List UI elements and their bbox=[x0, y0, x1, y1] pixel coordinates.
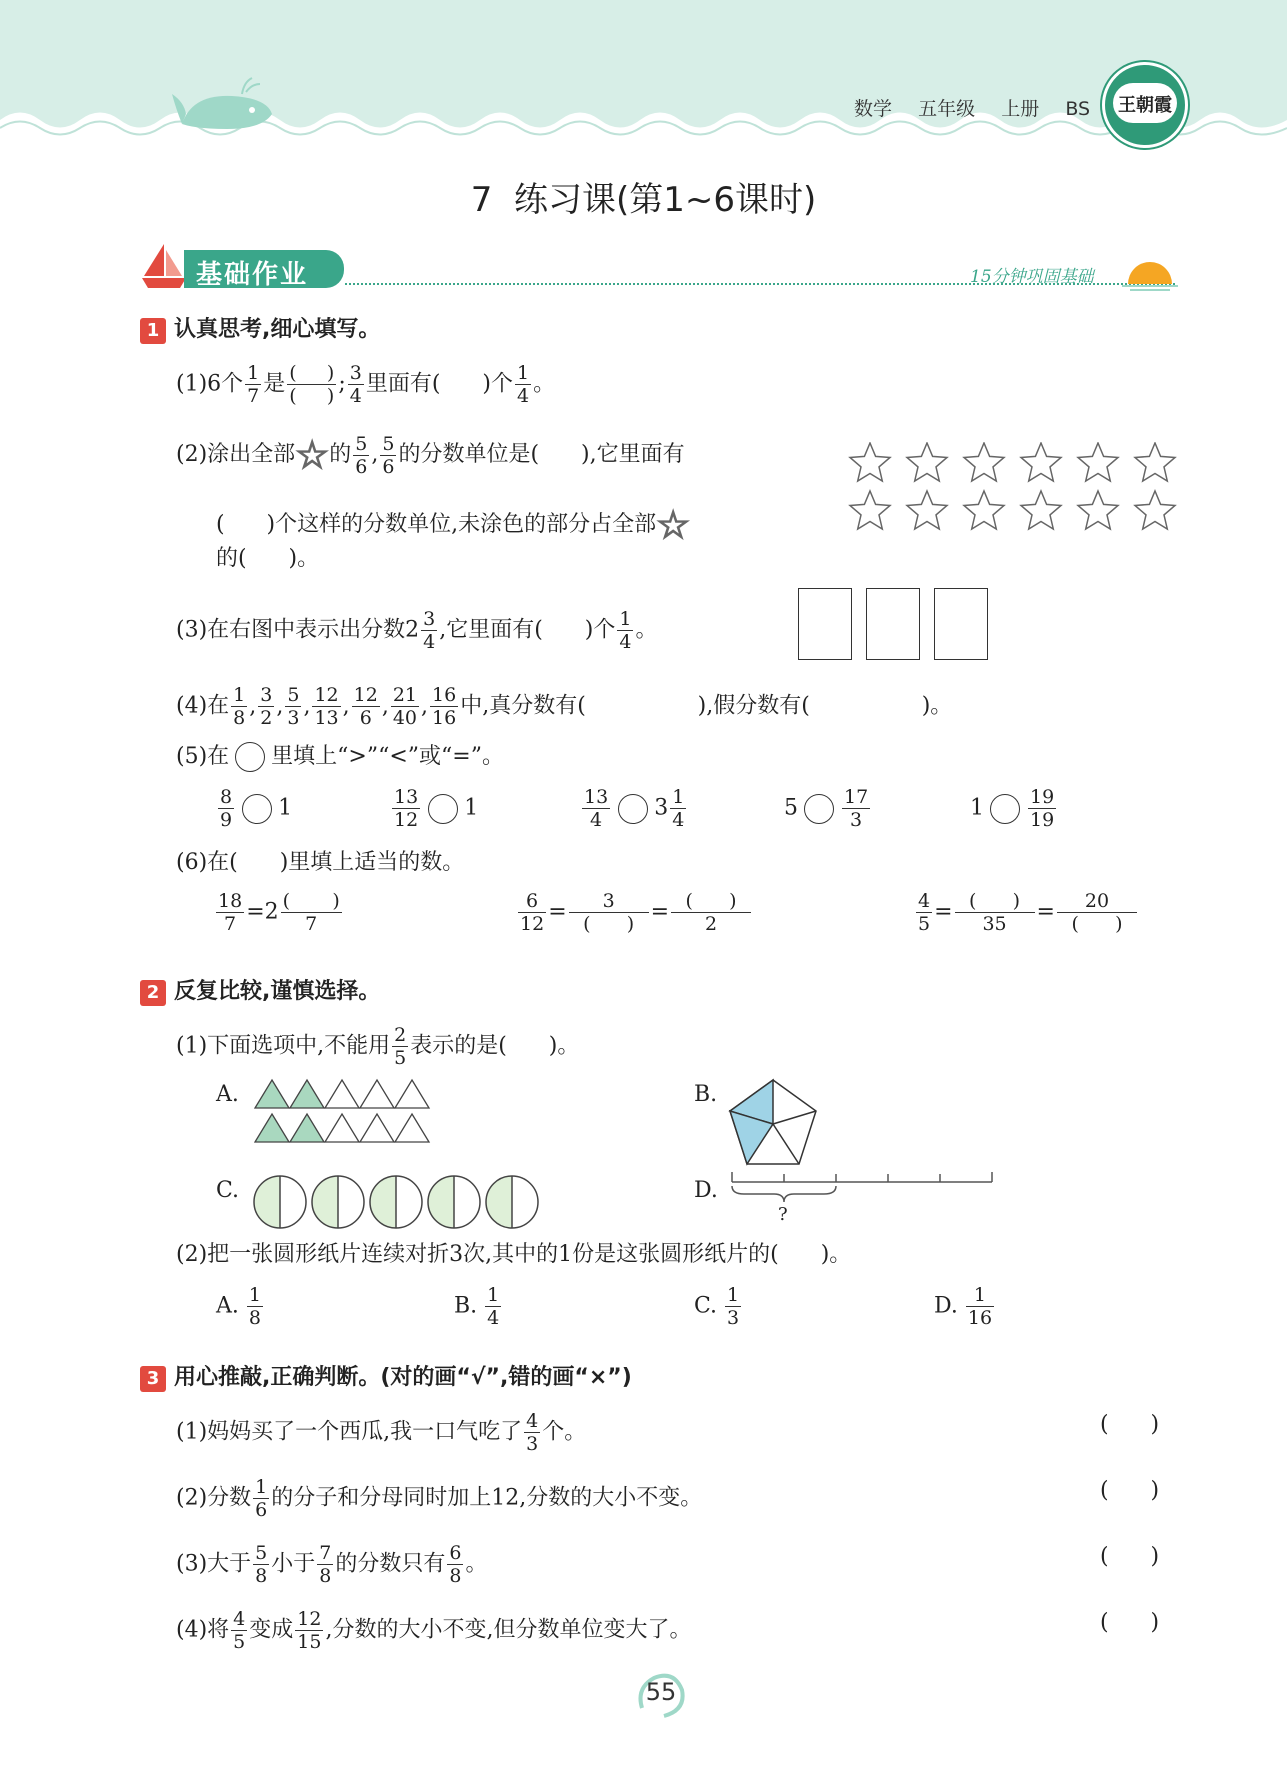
q1-part2-line3: 的( )。 bbox=[216, 546, 320, 571]
q2-option-D[interactable]: D. $\frac{1}{16}$ bbox=[934, 1284, 993, 1329]
star-icon[interactable] bbox=[850, 491, 890, 529]
q2-option-B[interactable]: B. $\frac{1}{4}$ bbox=[454, 1284, 500, 1329]
fraction: $\frac{21}{40}$ bbox=[392, 684, 418, 729]
triangle-shape bbox=[255, 1080, 289, 1108]
triangle-shape bbox=[290, 1080, 324, 1108]
answer-blank[interactable]: ( ) bbox=[583, 913, 635, 935]
compare-circle[interactable] bbox=[804, 794, 834, 824]
star-grid[interactable] bbox=[848, 442, 1180, 536]
q1-badge: 1 bbox=[140, 318, 166, 344]
judge-blank-1[interactable]: ( ) bbox=[1100, 1412, 1160, 1437]
option-C-label: C. bbox=[216, 1178, 240, 1203]
q3-item-3: (3)大于 $\frac{5}{8}$ 小于 $\frac{7}{8}$ 的分数只有 $\frac{6}{8}$ 。 bbox=[176, 1542, 488, 1587]
header-subject: 数学 bbox=[854, 98, 893, 120]
q3-item-2: (2)分数 $\frac{1}{6}$ 的分子和分母同时加上12,分数的大小不变。 bbox=[176, 1476, 703, 1521]
q1-part3: (3)在右图中表示出分数2 $\frac{3}{4}$ ,它里面有( )个 $\frac{1}{4}$ 。 bbox=[176, 608, 658, 653]
q1-title: 认真思考,细心填写。 bbox=[174, 317, 381, 342]
half-circle-shape bbox=[486, 1176, 538, 1228]
compare-item-3: $\frac{13}{4}$ 3 $\frac{1}{4}$ bbox=[584, 786, 685, 831]
triangle-shape bbox=[360, 1114, 394, 1142]
star-icon[interactable] bbox=[1135, 443, 1175, 481]
compare-circle bbox=[235, 742, 265, 772]
half-circle-shape bbox=[370, 1176, 422, 1228]
q3-item-4: (4)将 $\frac{4}{5}$ 变成 $\frac{12}{15}$ ,分数的大小不变,但分数单位变大了。 bbox=[176, 1608, 692, 1653]
q3-badge: 3 bbox=[140, 1366, 166, 1392]
drawing-box-2[interactable] bbox=[866, 588, 920, 660]
q2-title: 反复比较,谨慎选择。 bbox=[174, 979, 381, 1004]
judge-blank-2[interactable]: ( ) bbox=[1100, 1478, 1160, 1503]
header-grade: 五年级 bbox=[918, 98, 976, 120]
fraction: $\frac{1}{8}$ bbox=[233, 684, 246, 729]
star-icon[interactable] bbox=[907, 491, 947, 529]
fraction: $\frac{12}{13}$ bbox=[314, 684, 339, 729]
triangle-shape bbox=[325, 1080, 359, 1108]
option-C-circles[interactable] bbox=[252, 1174, 552, 1230]
half-circle-shape bbox=[254, 1176, 306, 1228]
judge-blank-3[interactable]: ( ) bbox=[1100, 1544, 1160, 1569]
triangle-shape bbox=[325, 1114, 359, 1142]
header-edition: BS bbox=[1065, 98, 1091, 120]
section-note: 15分钟巩固基础 bbox=[970, 267, 1094, 287]
equation-1: $\frac{18}{7}$ =2 ( ) 7 bbox=[218, 890, 340, 935]
option-D-label: D. bbox=[694, 1178, 718, 1203]
star-icon[interactable] bbox=[964, 491, 1004, 529]
equation-2: $\frac{6}{12}$ = 3 ( ) = ( ) 2 bbox=[516, 890, 753, 935]
option-A-triangles[interactable] bbox=[254, 1078, 434, 1144]
star-icon: ☆ bbox=[295, 433, 330, 477]
q1-part2-line1: (2)涂出全部☆的 $\frac{5}{6}$ , $\frac{5}{6}$ 的分数单位是( ),它里面有 bbox=[176, 432, 685, 478]
star-icon[interactable] bbox=[850, 443, 890, 481]
fraction: $\frac{16}{16}$ bbox=[432, 684, 457, 729]
star-icon[interactable] bbox=[964, 443, 1004, 481]
star-icon[interactable] bbox=[907, 443, 947, 481]
section-label: 基础作业 bbox=[196, 260, 309, 290]
page-number: 55 bbox=[645, 1678, 677, 1706]
q2-option-C[interactable]: C. $\frac{1}{3}$ bbox=[694, 1284, 740, 1329]
equation-3: $\frac{4}{5}$ = ( ) 35 = 20 ( ) bbox=[914, 890, 1139, 935]
answer-blank[interactable]: ( ) bbox=[1071, 913, 1123, 935]
numberline-question-mark: ? bbox=[778, 1204, 788, 1225]
star-icon[interactable] bbox=[1021, 491, 1061, 529]
sunset-icon bbox=[1120, 256, 1180, 292]
option-A-label: A. bbox=[216, 1082, 239, 1107]
star-icon[interactable] bbox=[1078, 491, 1118, 529]
q1-part2-line2: ( )个这样的分数单位,未涂色的部分占全部☆ bbox=[216, 503, 691, 547]
q2-badge: 2 bbox=[140, 980, 166, 1006]
answer-blank[interactable]: ( ) bbox=[289, 385, 335, 407]
star-icon[interactable] bbox=[1078, 443, 1118, 481]
compare-circle[interactable] bbox=[428, 794, 458, 824]
star-icon[interactable] bbox=[1135, 491, 1175, 529]
q3-title: 用心推敲,正确判断。(对的画“√”,错的画“×”) bbox=[174, 1365, 632, 1390]
star-icon[interactable] bbox=[1021, 443, 1061, 481]
whale-icon bbox=[172, 74, 282, 134]
brand-logo bbox=[1102, 62, 1188, 148]
compare-circle[interactable] bbox=[618, 794, 648, 824]
q1-part6: (6)在( )里填上适当的数。 bbox=[176, 850, 465, 875]
q1-part1: (1)6个 $\frac{1}{7}$ 是 ( ) ( ) ; $\frac{3}{4}$ 里面有( )个 $\frac{1}{4}$ 。 bbox=[176, 362, 556, 407]
sailboat-icon bbox=[140, 242, 188, 290]
half-circle-shape bbox=[428, 1176, 480, 1228]
compare-item-4: 5 $\frac{17}{3}$ bbox=[784, 786, 869, 831]
q1-part5: (5)在 里填上“>”“<”或“=”。 bbox=[176, 742, 504, 772]
star-icon: ☆ bbox=[656, 503, 691, 547]
q3-item-1: (1)妈妈买了一个西瓜,我一口气吃了 $\frac{4}{3}$ 个。 bbox=[176, 1410, 587, 1455]
drawing-box-3[interactable] bbox=[934, 588, 988, 660]
half-circle-shape bbox=[312, 1176, 364, 1228]
q2-part1: (1)下面选项中,不能用 $\frac{2}{5}$ 表示的是( )。 bbox=[176, 1024, 580, 1069]
answer-blank[interactable]: ( ) bbox=[289, 362, 335, 384]
option-D-numberline[interactable] bbox=[730, 1170, 996, 1230]
page-title: 7 练习课(第1~6课时) bbox=[470, 180, 817, 220]
triangle-shape bbox=[290, 1114, 324, 1142]
judge-blank-4[interactable]: ( ) bbox=[1100, 1610, 1160, 1635]
compare-item-2: $\frac{13}{12}$ 1 bbox=[394, 786, 479, 831]
compare-circle[interactable] bbox=[990, 794, 1020, 824]
fraction: $\frac{3}{2}$ bbox=[260, 684, 273, 729]
q2-part2: (2)把一张圆形纸片连续对折3次,其中的1份是这张圆形纸片的( )。 bbox=[176, 1242, 852, 1267]
answer-blank[interactable]: 里面有( )个 bbox=[365, 371, 513, 397]
q2-option-A[interactable]: A. $\frac{1}{8}$ bbox=[216, 1284, 261, 1329]
compare-circle[interactable] bbox=[242, 794, 272, 824]
compare-item-1: $\frac{8}{9}$ 1 bbox=[220, 786, 293, 831]
triangle-shape bbox=[255, 1114, 289, 1142]
answer-blank[interactable]: ( ) bbox=[671, 890, 751, 913]
header-volume: 上册 bbox=[1001, 98, 1040, 120]
triangle-shape bbox=[395, 1080, 429, 1108]
fraction: $\frac{12}{6}$ bbox=[353, 684, 378, 729]
brand-logo-text: 王朝霞 bbox=[1118, 95, 1172, 116]
q1-part4: (4)在 $\frac{1}{8}$ , $\frac{3}{2}$ , $\frac{5}{3}$ , $\frac{12}{13}$ , $\frac{12}{6}$ , $\frac{21}{40}$ , $\frac{16}{16}$ 中,真分数有( ),假分数有( )。 bbox=[176, 684, 953, 729]
option-B-label: B. bbox=[694, 1082, 718, 1107]
fraction: $\frac{5}{3}$ bbox=[287, 684, 300, 729]
drawing-box-1[interactable] bbox=[798, 588, 852, 660]
answer-blank[interactable]: ( ) bbox=[955, 890, 1035, 913]
answer-blank[interactable]: ( ) bbox=[282, 890, 340, 912]
triangle-shape bbox=[395, 1114, 429, 1142]
option-B-pentagon[interactable] bbox=[726, 1076, 820, 1170]
compare-item-5: 1 $\frac{19}{19}$ bbox=[970, 786, 1055, 831]
triangle-shape bbox=[360, 1080, 394, 1108]
